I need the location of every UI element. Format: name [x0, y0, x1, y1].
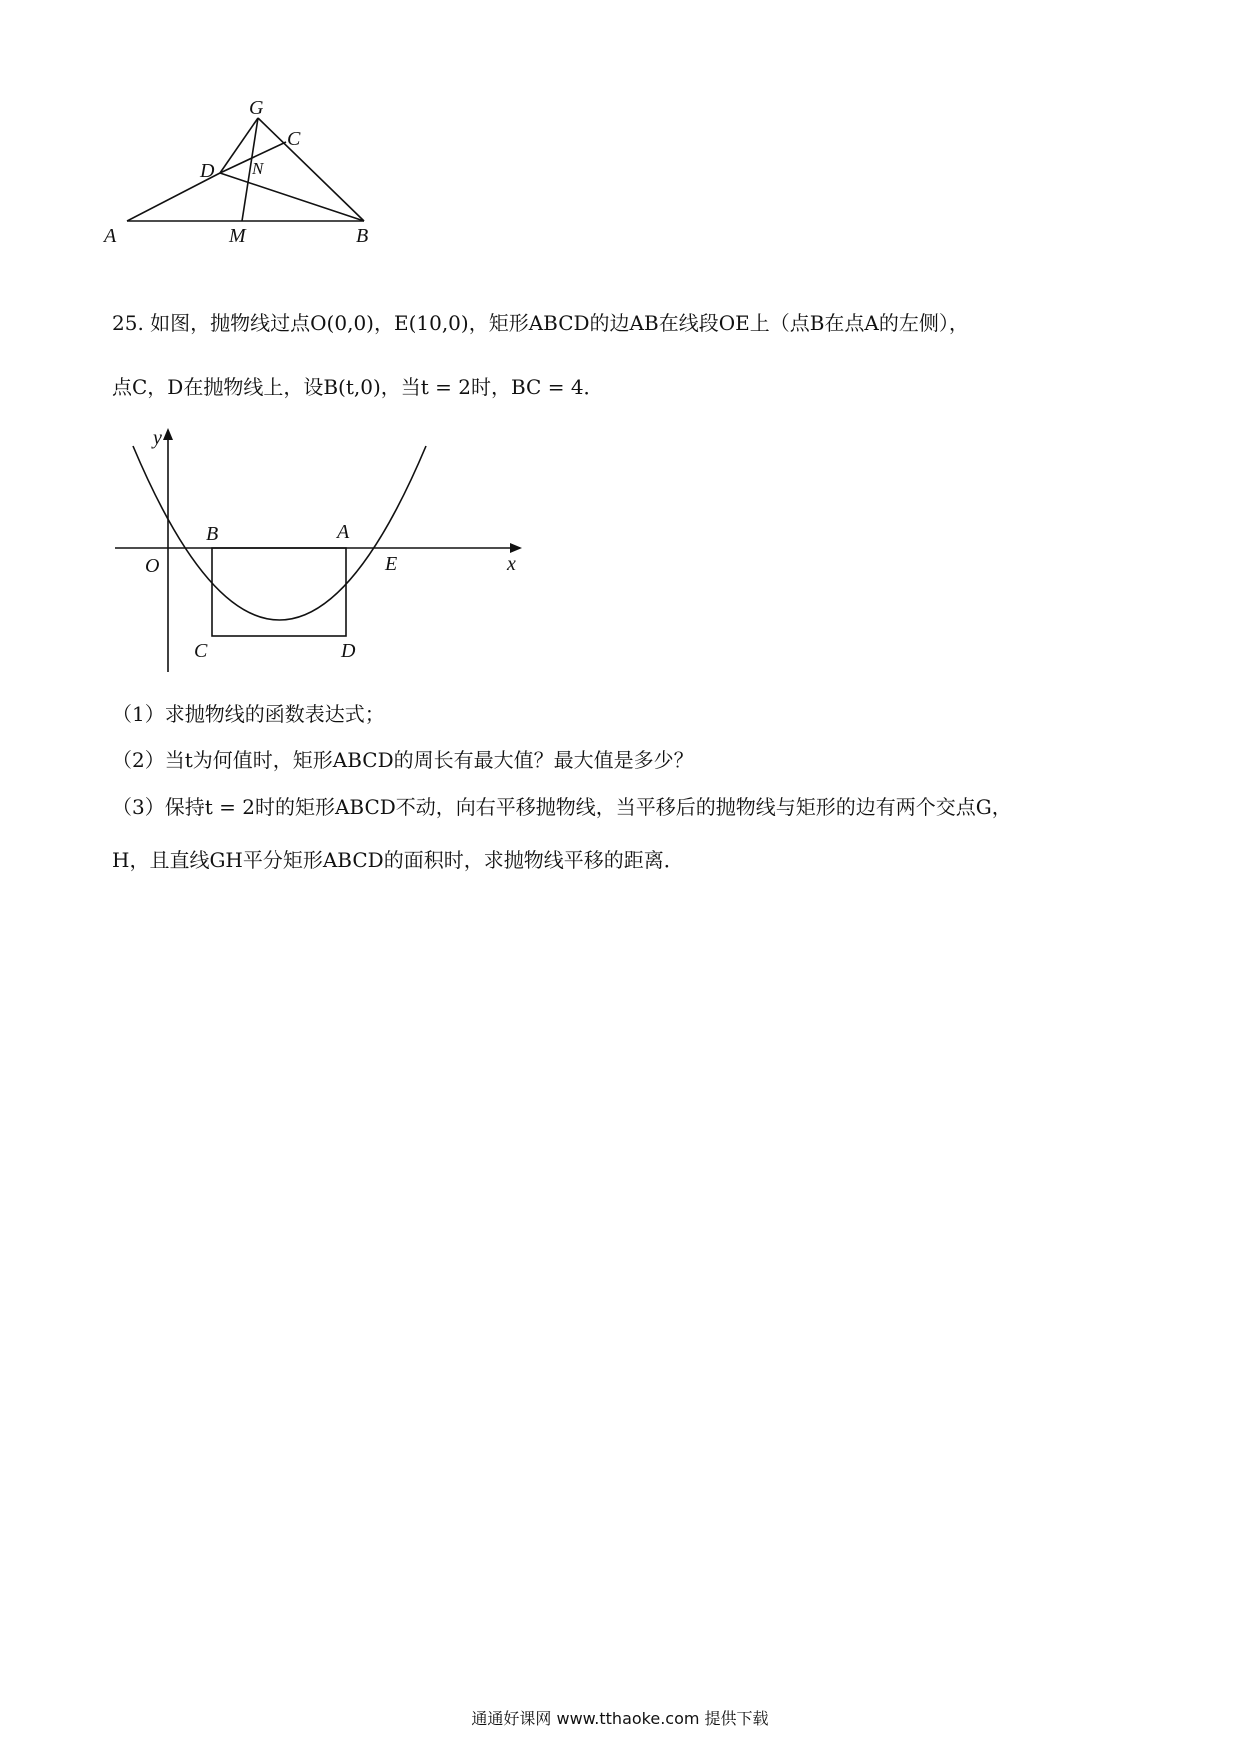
label-x: x — [507, 553, 516, 575]
label-G: G — [249, 97, 264, 119]
label-M: M — [229, 225, 246, 247]
label-A: A — [337, 521, 350, 543]
page-footer: 通通好课网 www.tthaoke.com 提供下载 — [471, 1709, 769, 1728]
question-1: （1）求抛物线的函数表达式； — [112, 702, 385, 726]
label-C: C — [287, 128, 301, 150]
rectangle-ABCD — [212, 548, 346, 636]
figure-triangle — [104, 97, 430, 280]
question-3-line1: （3）保持t = 2时的矩形ABCD不动，向右平移抛物线，当平移后的抛物线与矩形的边有两个交点G， — [112, 795, 1012, 819]
question-3-line2: H，且直线GH平分矩形ABCD的面积时，求抛物线平移的距离． — [112, 848, 684, 872]
figure-parabola — [100, 420, 540, 690]
problem-statement-line1: 25. 如图，抛物线过点O(0,0)，E(10,0)，矩形ABCD的边AB在线段OE上（点B在点A的左侧）， — [112, 311, 969, 335]
label-D: D — [200, 160, 215, 182]
segment-DB — [220, 173, 364, 221]
label-B: B — [206, 523, 219, 545]
y-axis-arrow-icon — [163, 428, 173, 440]
label-D: D — [341, 640, 356, 662]
label-A: A — [104, 225, 117, 247]
problem-statement-line2: 点C，D在抛物线上，设B(t,0)，当t = 2时，BC = 4． — [112, 375, 604, 399]
label-N: N — [252, 159, 264, 178]
question-2: （2）当t为何值时，矩形ABCD的周长有最大值？最大值是多少？ — [112, 748, 694, 772]
label-E: E — [385, 553, 398, 575]
label-y: y — [153, 427, 162, 449]
label-B: B — [356, 225, 369, 247]
x-axis-arrow-icon — [510, 543, 522, 553]
label-O: O — [145, 555, 160, 577]
label-C: C — [194, 640, 208, 662]
parabola-curve — [133, 446, 426, 620]
segment-GB — [258, 118, 364, 221]
